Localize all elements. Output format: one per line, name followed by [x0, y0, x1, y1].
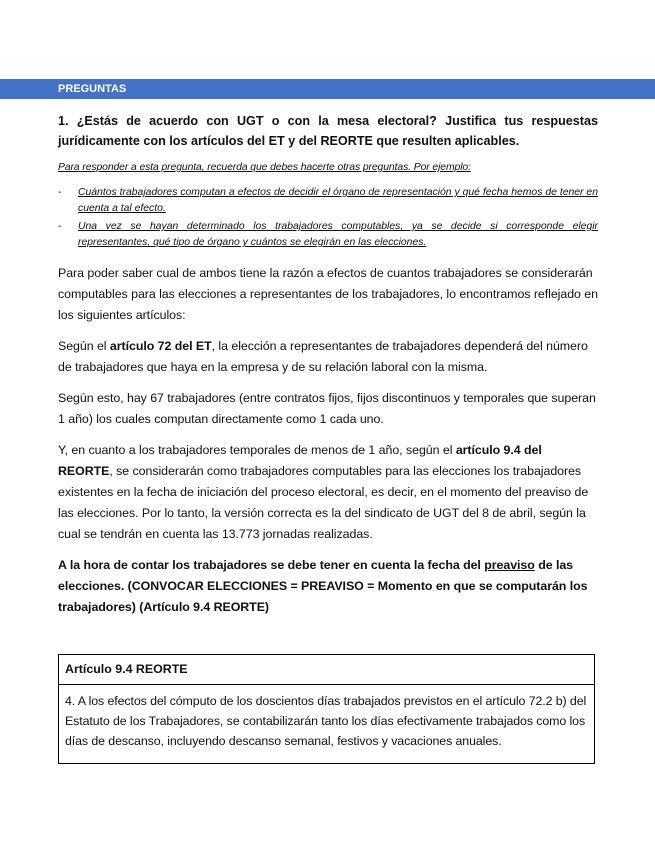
answer-paragraph-2-post: , la elección a representantes de trabajadores dependerá del número de trabajadores que haya en la empresa y de su relación laboral con la misma.: [58, 339, 588, 374]
answer-paragraph-5: [58, 555, 598, 618]
article-reference: artículo 9.4 del REORTE: [58, 443, 542, 478]
hint-item: [58, 185, 598, 217]
article-reference: artículo 72 del ET: [109, 339, 212, 353]
hint-item-text: Cuántos trabajadores computan a efectos de decidir el órgano de representación y qué fecha hemos de tener en cuenta a tal efecto.: [78, 187, 598, 214]
list-dash: -: [58, 187, 62, 198]
answer-paragraph-1: Para poder saber cual de ambos tiene la razón a efectos de cuantos trabajadores se considerarán computables para las elecciones a representantes de los trabajadores, lo encontramos reflejado en los siguientes artículos:: [58, 266, 598, 322]
hint-intro: Para responder a esta pregunta, recuerda que debes hacerte otras preguntas. Por ejemplo:: [58, 162, 471, 173]
answer-paragraph-2: [58, 336, 598, 378]
question-text: 1. ¿Estás de acuerdo con UGT o con la mesa electoral? Justifica tus respuestas jurídicamente con los artículos del ET y del REORTE que resulten aplicables.: [58, 114, 598, 148]
section-header-band: [0, 79, 655, 99]
answer-paragraph-4-pre: Y, en cuanto a los trabajadores temporales de menos de 1 año, según el: [58, 443, 456, 457]
answer-paragraph-3: Según esto, hay 67 trabajadores (entre contratos fijos, fijos discontinuos y temporales que superan 1 año) los cuales computan directamente como 1 cada uno.: [58, 391, 596, 426]
section-title: PREGUNTAS: [58, 83, 127, 95]
hint-item-text: Una vez se hayan determinado los trabajadores computables, ya se decide si corresponde elegir representantes, qué tipo de órgano y cuántos se elegirán en las elecciones.: [78, 221, 598, 248]
answer-paragraph-5-pre: A la hora de contar los trabajadores se debe tener en cuenta la fecha del: [58, 558, 485, 572]
hint-list: [58, 185, 598, 251]
article-quote-text: 4. A los efectos del cómputo de los doscientos días trabajados previstos en el artículo 72.2 b) del Estatuto de los Trabajadores, se contabilizarán tanto los días efectivamente trabajados como los días de descanso, incluyendo descanso semanal, festivos y vacaciones anuales.: [65, 694, 587, 748]
answer-paragraph-5-post: de las elecciones. (CONVOCAR ELECCIONES = PREAVISO = Momento en que se computarán los trabajadores) (Artículo 9.4 REORTE): [58, 558, 588, 614]
hint-item: [58, 219, 598, 251]
document-body: [58, 111, 598, 628]
underlined-term: preaviso: [484, 558, 535, 572]
answer-paragraph-4-post: , se considerarán como trabajadores computables para las elecciones los trabajadores existentes en la fecha de iniciación del proceso electoral, es decir, en el momento del preaviso de las elecciones. Por lo tanto, la versión correcta es la del sindicato de UGT del 8 de abril, según la cual se tendrán en cuenta las 13.773 jornadas realizadas.: [58, 464, 589, 541]
article-quote-title: Artículo 9.4 REORTE: [59, 655, 594, 685]
answer-paragraph-2-pre: Según el: [58, 339, 110, 353]
article-quote-box: [58, 654, 595, 764]
answer-paragraph-4: [58, 440, 598, 545]
list-dash: -: [58, 221, 62, 232]
